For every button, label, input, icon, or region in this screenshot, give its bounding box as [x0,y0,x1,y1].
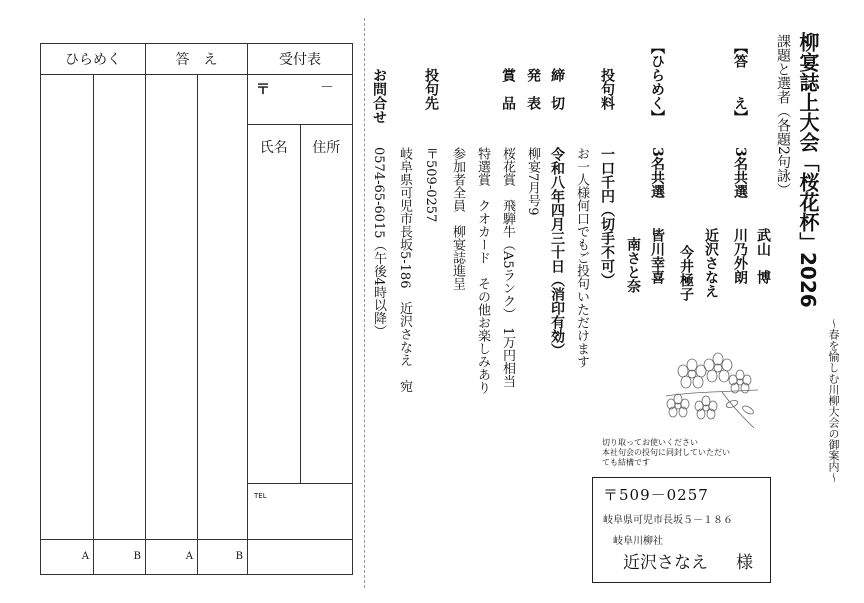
contact-label: お問合せ [371,68,387,124]
postal-field[interactable] [248,75,353,125]
topic2-judge-1: 皆川幸喜 [649,228,665,284]
clip-note-line-3: ても結構です [602,458,650,467]
cherry-blossom-icon [662,346,762,434]
postal-mark: 〒 [256,82,270,99]
prize-line-3: 参加者全員 柳宴誌進呈 [450,147,465,290]
label-org: 岐阜川柳社 [613,536,663,547]
clip-note-line-2: 本社句会の投句に同封していただい [602,448,730,457]
flyer-title: 柳宴誌上大会「桜花杯」2026 [796,32,820,308]
announce-label: 発 表 [525,68,541,110]
ab-label-b2: B [198,539,248,574]
clip-note-line-1: 切り取ってお使いください [602,438,698,447]
fee-label: 投句料 [599,68,615,110]
ab-label-a2: A [146,539,198,574]
tel-label: TEL [254,491,267,500]
topic1-judge-4: 今井極子 [678,245,694,301]
mailing-label [592,477,771,583]
contact-value: 0574‐65‐6015（午後4時以降） [371,147,386,338]
fee-value: 一口千円（切手不可） [599,147,615,287]
prize-label: 賞 品 [500,68,516,110]
ab-label-b1: B [94,539,146,574]
tel-field[interactable] [248,483,353,539]
name-field[interactable] [248,125,301,482]
submit-address: 岐阜県可児市長坂5‐186 近沢さなえ 宛 [397,147,412,393]
topic2-judge-2: 南さと奈 [625,237,641,293]
topic1-label: 【答 え】 [732,40,748,124]
deadline-value: 令和八年四月三十日（消印有効） [549,147,565,357]
deadline-label: 締 切 [549,68,565,110]
address-field[interactable] [301,125,353,482]
announce-value: 柳宴7月号9 [525,147,540,216]
ab-empty [248,539,353,574]
topic1-judge-2: 川乃外朗 [732,228,748,284]
topic1-judge-1: 武山 博 [755,228,771,284]
label-honorific: 様 [736,553,753,573]
topics-header: 課題と選者（各題2句詠） [775,34,791,197]
header-uketsuke: 受付表 [248,44,353,75]
topic2-label: 【ひらめく】 [649,40,665,124]
name-label: 氏名 [259,140,288,157]
cut-line [364,18,365,588]
label-name: 近沢さなえ [623,553,708,573]
address-label: 住所 [312,140,341,157]
postal-dash: － [320,80,334,97]
topic1-count: 3名共選 [732,147,748,199]
flyer-subtitle: ～春を愉しむ川柳大会の御案内～ [827,318,840,483]
header-kotae: 答 え [146,44,248,75]
prize-line-1: 桜花賞 飛騨牛（A5ランク） 1万円相当 [500,147,515,388]
name-address-fields [248,125,352,482]
entry-form [40,43,352,575]
label-postal: 〒509－0257 [603,486,709,504]
fee-note: お一人様何口でもご投句いただけます [574,147,589,368]
topic1-judge-3: 近沢さなえ [703,228,719,298]
topic2-count: 3名共選 [649,147,665,199]
label-address: 岐阜県可児市長坂５－１８６ [603,515,733,526]
submit-label: 投句先 [423,68,439,110]
hirameku-entry-1[interactable] [41,75,94,540]
clip-note [602,438,730,468]
entry-form-table [40,43,353,575]
kotae-entry-2[interactable] [198,75,248,540]
submit-postal: 〒509‐0257 [423,147,438,223]
hirameku-entry-2[interactable] [94,75,146,540]
kotae-entry-1[interactable] [146,75,198,540]
ab-label-a1: A [41,539,94,574]
header-hirameku: ひらめく [41,44,146,75]
prize-line-2: 特選賞 クオカード その他お楽しみあり [475,147,490,394]
